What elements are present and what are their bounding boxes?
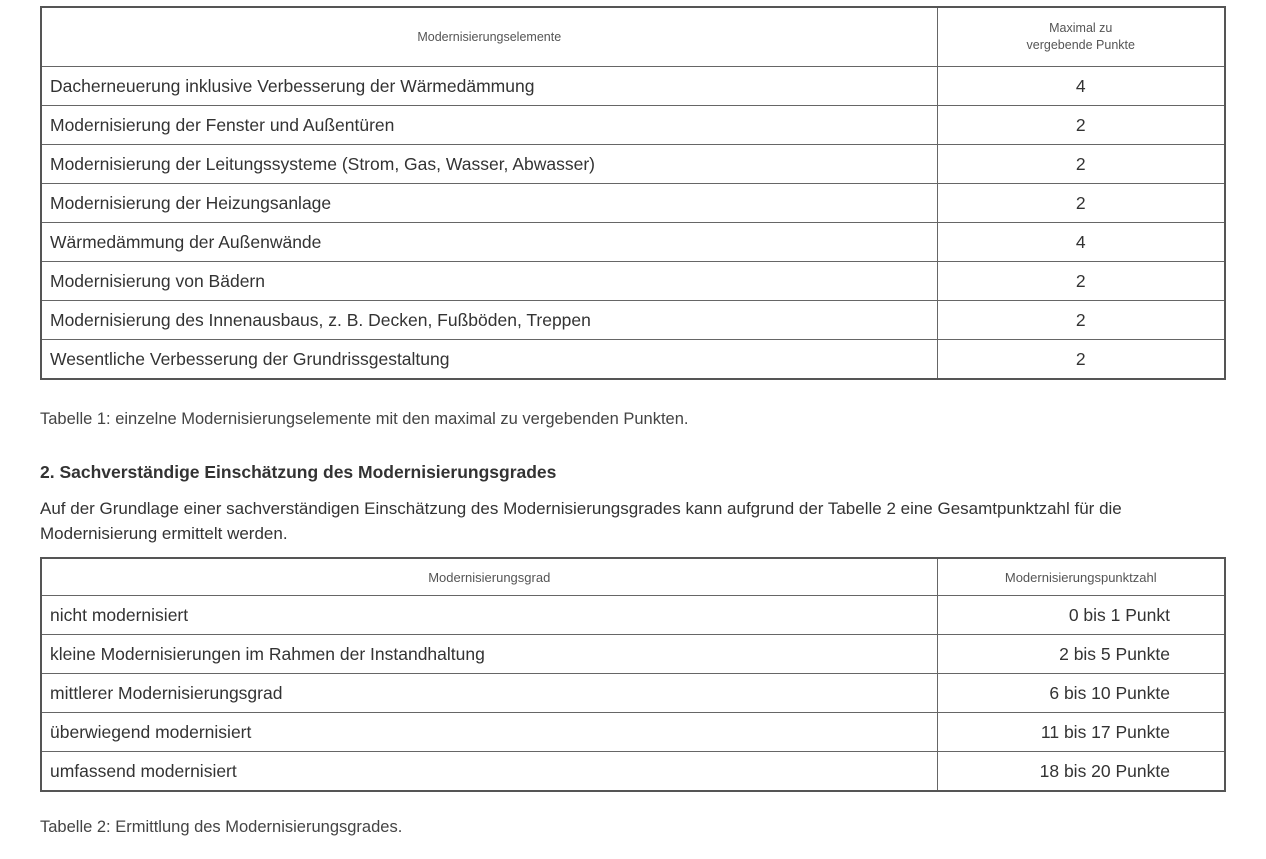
table-row [41, 145, 1225, 184]
grade-cell: mittlerer Modernisierungsgrad [41, 674, 937, 713]
element-cell: Modernisierung von Bädern [41, 262, 937, 301]
section-heading: 2. Sachverständige Einschätzung des Modernisierungsgrades [40, 462, 557, 482]
table1-caption: Tabelle 1: einzelne Modernisierungselemente mit den maximal zu vergebenden Punkten. [40, 410, 689, 428]
score-cell: 6 bis 10 Punkte [937, 674, 1225, 713]
grade-cell: nicht modernisiert [41, 596, 937, 635]
score-cell: 0 bis 1 Punkt [937, 596, 1225, 635]
element-cell: Wärmedämmung der Außenwände [41, 223, 937, 262]
table-row [41, 635, 1225, 674]
column-header-max-points-line2: vergebende Punkte [1026, 38, 1135, 52]
score-cell: 18 bis 20 Punkte [937, 752, 1225, 792]
element-cell: Modernisierung der Heizungsanlage [41, 184, 937, 223]
table-row [41, 223, 1225, 262]
element-cell: Modernisierung der Leitungssysteme (Strom, Gas, Wasser, Abwasser) [41, 145, 937, 184]
table-row [41, 752, 1225, 792]
column-header-grade: Modernisierungsgrad [41, 558, 937, 596]
element-cell: Modernisierung des Innenausbaus, z. B. Decken, Fußböden, Treppen [41, 301, 937, 340]
table-row [41, 262, 1225, 301]
element-cell: Modernisierung der Fenster und Außentüren [41, 106, 937, 145]
table-row [41, 340, 1225, 380]
element-cell: Wesentliche Verbesserung der Grundrissgestaltung [41, 340, 937, 380]
grade-cell: überwiegend modernisiert [41, 713, 937, 752]
column-header-elements: Modernisierungselemente [41, 7, 937, 67]
table2-caption: Tabelle 2: Ermittlung des Modernisierungsgrades. [40, 818, 403, 836]
grade-cell: umfassend modernisiert [41, 752, 937, 792]
modernization-grade-table [40, 557, 1226, 792]
table-row [41, 67, 1225, 106]
table-row [41, 184, 1225, 223]
table-header-row [41, 558, 1225, 596]
table-row [41, 106, 1225, 145]
points-cell: 2 [937, 340, 1225, 380]
score-cell: 11 bis 17 Punkte [937, 713, 1225, 752]
score-cell: 2 bis 5 Punkte [937, 635, 1225, 674]
column-header-score: Modernisierungspunktzahl [937, 558, 1225, 596]
grade-cell: kleine Modernisierungen im Rahmen der Instandhaltung [41, 635, 937, 674]
table-row [41, 674, 1225, 713]
section-paragraph: Auf der Grundlage einer sachverständigen Einschätzung des Modernisierungsgrades kann aufgrund der Tabelle 2 eine Gesamtpunktzahl für die Modernisierung ermittelt werden. [40, 499, 1122, 543]
points-cell: 4 [937, 223, 1225, 262]
table-row [41, 301, 1225, 340]
points-cell: 2 [937, 145, 1225, 184]
table-row [41, 713, 1225, 752]
table-header-row [41, 7, 1225, 67]
modernization-elements-table [40, 6, 1226, 380]
points-cell: 2 [937, 106, 1225, 145]
column-header-max-points-line1: Maximal zu [1049, 21, 1113, 35]
column-header-max-points [937, 7, 1225, 67]
points-cell: 2 [937, 262, 1225, 301]
table-row [41, 596, 1225, 635]
points-cell: 2 [937, 184, 1225, 223]
points-cell: 2 [937, 301, 1225, 340]
points-cell: 4 [937, 67, 1225, 106]
element-cell: Dacherneuerung inklusive Verbesserung der Wärmedämmung [41, 67, 937, 106]
